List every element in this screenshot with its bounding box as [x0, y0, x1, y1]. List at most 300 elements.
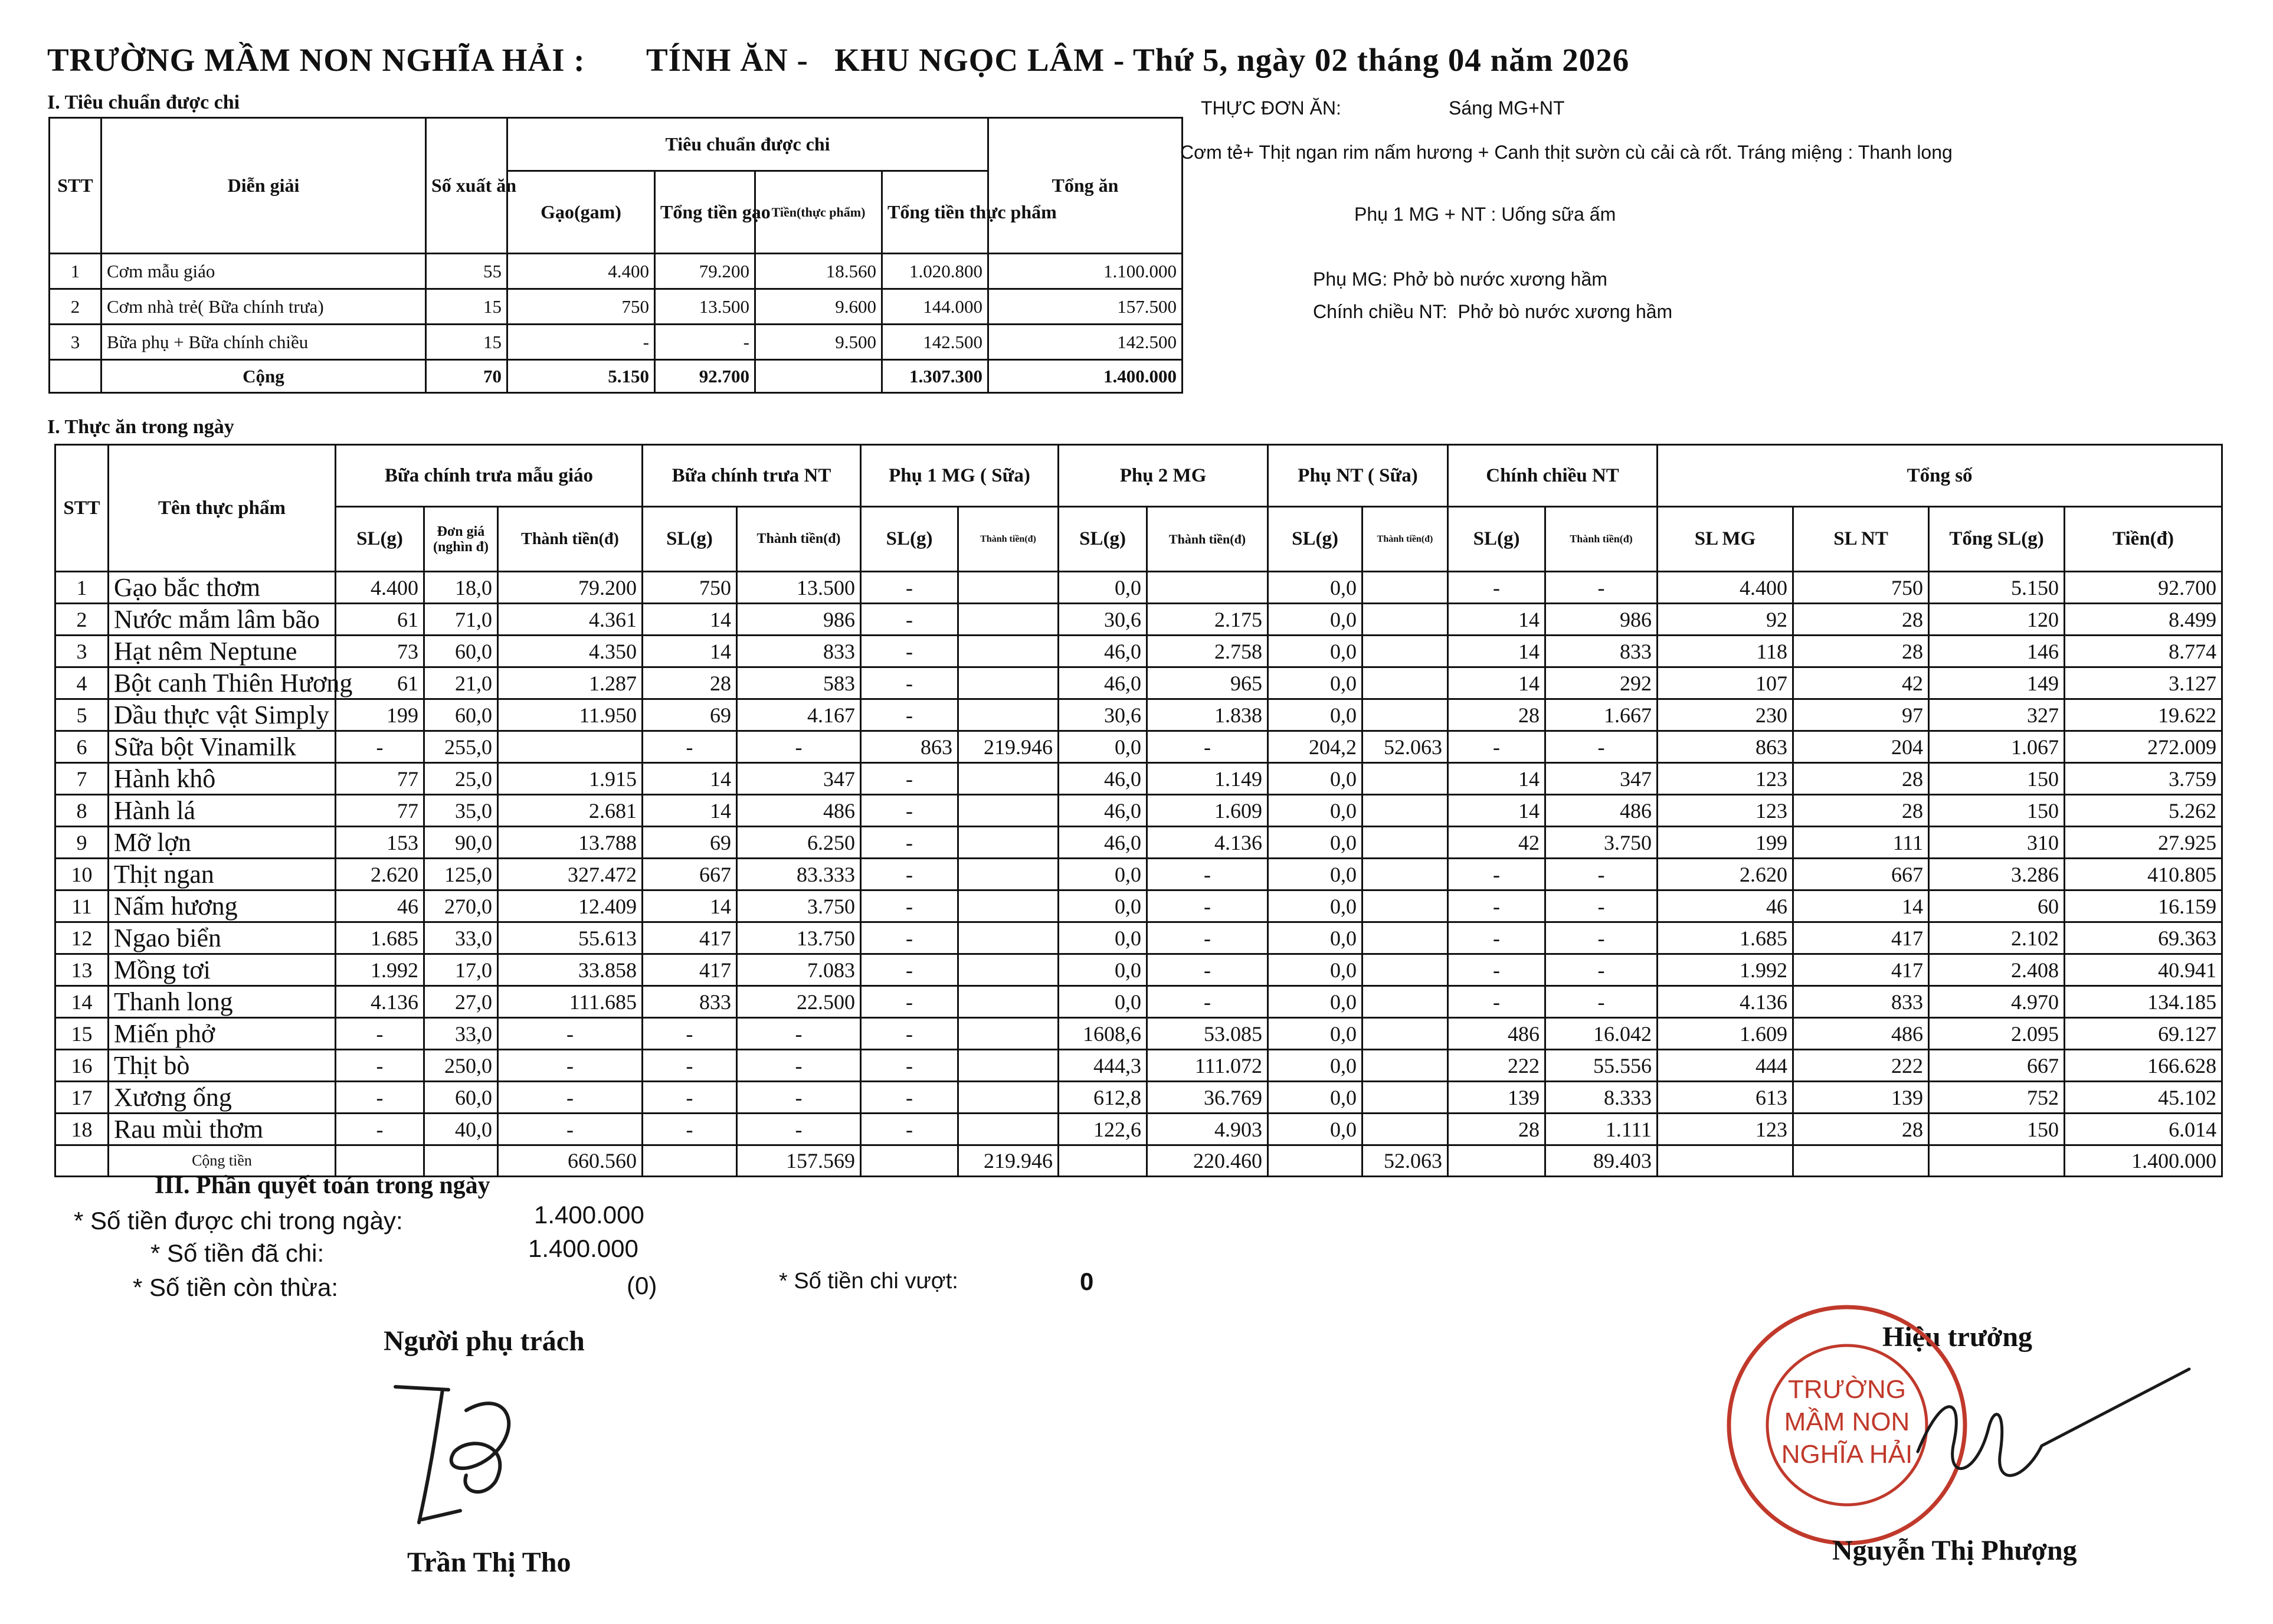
right-sign-title: Hiệu trưởng — [1882, 1321, 2033, 1353]
food-cell-tt-trua-mg: 79.200 — [498, 572, 643, 604]
food-cell-tt-trua-mg: 12.409 — [498, 890, 643, 922]
food-cell-tt-phu1 — [958, 1114, 1059, 1145]
food-cell-sl-nt: 417 — [1793, 954, 1929, 986]
food-cell-sl-trua-mg: 61 — [336, 604, 424, 636]
food-cell-sl-nt: 97 — [1793, 699, 1929, 731]
food-cell-sl-phu-nt: 0,0 — [1268, 572, 1363, 604]
food-cell-sl-nt: 28 — [1793, 763, 1929, 795]
food-cell-sl-nt: 204 — [1793, 731, 1929, 763]
food-cell-sl-phu-nt: 0,0 — [1268, 795, 1363, 827]
t2-total-tien: 1.400.000 — [2065, 1145, 2222, 1177]
t2-total-empty — [1658, 1145, 1793, 1177]
budget-cell-gao: 4.400 — [507, 254, 655, 289]
col2-group-tong-so: Tổng số — [1658, 445, 2222, 507]
food-cell-don-gia: 25,0 — [424, 763, 498, 795]
food-cell-tt-trua-mg: 2.681 — [498, 795, 643, 827]
col-tong-an: Tổng ăn — [988, 118, 1183, 254]
food-cell-tt-trua-nt: 83.333 — [737, 859, 861, 890]
food-cell-tt-phu-nt — [1363, 890, 1448, 922]
food-cell-tt-trua-mg: 327.472 — [498, 859, 643, 890]
food-cell-tt-chieu: - — [1545, 890, 1658, 922]
food-cell-tt-trua-nt: 833 — [737, 636, 861, 667]
budget-cell-gao: - — [507, 325, 655, 360]
food-row — [55, 763, 2222, 795]
food-cell-sl-phu1: - — [861, 986, 958, 1018]
food-cell-tt-phu1 — [958, 572, 1059, 604]
food-cell-tt-trua-nt: 583 — [737, 667, 861, 699]
food-row — [55, 954, 2222, 986]
food-cell-stt: 18 — [55, 1114, 109, 1145]
food-cell-tien: 19.622 — [2065, 699, 2222, 731]
food-cell-tong-sl: 146 — [1929, 636, 2065, 667]
food-cell-sl-trua-nt: 667 — [643, 859, 737, 890]
food-cell-tt-phu1 — [958, 1082, 1059, 1114]
food-cell-sl-nt: 486 — [1793, 1018, 1929, 1050]
food-cell-sl-mg: 118 — [1658, 636, 1793, 667]
total-so: 70 — [426, 360, 507, 393]
food-cell-sl-trua-mg: 199 — [336, 699, 424, 731]
food-cell-tt-chieu: 486 — [1545, 795, 1658, 827]
food-cell-tien: 16.159 — [2065, 890, 2222, 922]
section1-title: I. Tiêu chuẩn được chi — [47, 91, 240, 113]
food-cell-sl-chieu: - — [1448, 954, 1545, 986]
t2-total-g4: 220.460 — [1147, 1145, 1268, 1177]
col-stt: STT — [50, 118, 101, 254]
food-cell-sl-trua-mg: 2.620 — [336, 859, 424, 890]
budget-cell-tong_tp: 142.500 — [882, 325, 988, 360]
food-cell-sl-trua-mg: 1.992 — [336, 954, 424, 986]
left-sign-name: Trần Thị Tho — [407, 1547, 571, 1578]
food-cell-tt-trua-nt: - — [737, 1082, 861, 1114]
food-cell-tt-chieu: - — [1545, 986, 1658, 1018]
food-cell-tt-phu-nt — [1363, 827, 1448, 859]
food-cell-ten: Dầu thực vật Simply — [109, 699, 336, 731]
food-cell-sl-phu2: 0,0 — [1059, 731, 1147, 763]
food-cell-sl-chieu: 14 — [1448, 667, 1545, 699]
col-tong-tien-thuc-pham: Tổng tiền thực phẩm — [882, 171, 988, 254]
food-cell-tt-phu-nt — [1363, 1050, 1448, 1082]
food-cell-tong-sl: 149 — [1929, 667, 2065, 699]
menu-line1: Cơm tẻ+ Thịt ngan rim nấm hương + Canh thịt sườn cù cải cà rốt. Tráng miệng : Thanh long — [1180, 142, 1953, 163]
food-cell-sl-trua-nt: - — [643, 1114, 737, 1145]
food-cell-sl-trua-mg: 1.685 — [336, 922, 424, 954]
food-cell-tt-chieu: - — [1545, 572, 1658, 604]
food-cell-tt-chieu: 3.750 — [1545, 827, 1658, 859]
menu-line4: Chính chiều NT: Phở bò nước xương hầm — [1313, 301, 1673, 322]
total-tien-tp — [755, 360, 882, 393]
food-cell-sl-trua-nt: 750 — [643, 572, 737, 604]
food-cell-tt-trua-mg: - — [498, 1114, 643, 1145]
food-cell-tt-trua-nt: 13.500 — [737, 572, 861, 604]
t2-total-empty — [1793, 1145, 1929, 1177]
food-cell-sl-phu1: - — [861, 699, 958, 731]
food-cell-tt-trua-nt: - — [737, 1050, 861, 1082]
food-cell-tt-phu-nt — [1363, 699, 1448, 731]
food-row — [55, 1082, 2222, 1114]
col2-thanh-tien: Thành tiền(đ) — [1363, 507, 1448, 572]
section3-title: III. Phần quyết toán trong ngày — [155, 1172, 490, 1199]
food-cell-tt-phu1 — [958, 1018, 1059, 1050]
col-group-tieu-chuan: Tiêu chuẩn được chi — [507, 118, 988, 171]
food-cell-sl-phu2: 30,6 — [1059, 604, 1147, 636]
food-cell-sl-phu2: 612,8 — [1059, 1082, 1147, 1114]
t2-total-g6: 89.403 — [1545, 1145, 1658, 1177]
budget-cell-tong_tp: 144.000 — [882, 289, 988, 325]
food-row — [55, 667, 2222, 699]
food-cell-tt-phu-nt — [1363, 795, 1448, 827]
food-cell-sl-phu1: - — [861, 827, 958, 859]
stamp-text-3: NGHĨA HẢI — [1781, 1440, 1913, 1469]
food-cell-tt-phu2: 2.758 — [1147, 636, 1268, 667]
food-cell-sl-phu-nt: 0,0 — [1268, 636, 1363, 667]
budget-cell-so: 55 — [426, 254, 507, 289]
food-cell-tong-sl: 150 — [1929, 795, 2065, 827]
menu-line2: Phụ 1 MG + NT : Uống sữa ấm — [1354, 204, 1616, 225]
food-cell-don-gia: 33,0 — [424, 922, 498, 954]
food-cell-sl-trua-nt: 69 — [643, 699, 737, 731]
col2-group-trua-mg: Bữa chính trưa mẫu giáo — [336, 445, 643, 507]
t2-total-g5: 52.063 — [1363, 1145, 1448, 1177]
food-cell-tt-phu-nt — [1363, 1082, 1448, 1114]
food-cell-tt-chieu: 292 — [1545, 667, 1658, 699]
food-cell-sl-trua-mg: - — [336, 1018, 424, 1050]
food-cell-tien: 134.185 — [2065, 986, 2222, 1018]
col2-thanh-tien: Thành tiền(đ) — [498, 507, 643, 572]
food-cell-tt-phu-nt — [1363, 1114, 1448, 1145]
food-cell-tien: 45.102 — [2065, 1082, 2222, 1114]
budget-cell-tien_tp: 18.560 — [755, 254, 882, 289]
chi-vuot-value: 0 — [1080, 1268, 1094, 1295]
food-cell-tt-trua-mg: - — [498, 1018, 643, 1050]
food-cell-tt-phu2: 2.175 — [1147, 604, 1268, 636]
food-cell-sl-mg: 613 — [1658, 1082, 1793, 1114]
food-cell-tt-phu1 — [958, 859, 1059, 890]
food-cell-sl-phu2: 46,0 — [1059, 827, 1147, 859]
food-cell-sl-phu-nt: 0,0 — [1268, 859, 1363, 890]
food-cell-don-gia: 33,0 — [424, 1018, 498, 1050]
food-cell-sl-trua-nt: 28 — [643, 667, 737, 699]
food-cell-tt-trua-nt: 347 — [737, 763, 861, 795]
section2-title: I. Thực ăn trong ngày — [47, 416, 234, 438]
col2-group-phu-nt: Phụ NT ( Sữa) — [1268, 445, 1448, 507]
food-cell-tt-phu2 — [1147, 572, 1268, 604]
food-cell-ten: Gạo bắc thơm — [109, 572, 336, 604]
food-cell-tt-phu1 — [958, 795, 1059, 827]
food-cell-sl-chieu: 222 — [1448, 1050, 1545, 1082]
col2-group-chieu-nt: Chính chiều NT — [1448, 445, 1658, 507]
food-cell-tt-phu-nt — [1363, 667, 1448, 699]
menu-label: THỰC ĐƠN ĂN: — [1201, 97, 1341, 119]
t2-total-g2: 157.569 — [737, 1145, 861, 1177]
budget-row — [50, 254, 1183, 289]
food-cell-sl-trua-mg: 77 — [336, 795, 424, 827]
food-cell-stt: 8 — [55, 795, 109, 827]
food-cell-tt-trua-nt: 4.167 — [737, 699, 861, 731]
food-cell-sl-phu2: 0,0 — [1059, 859, 1147, 890]
food-cell-tong-sl: 2.102 — [1929, 922, 2065, 954]
food-cell-sl-phu-nt: 0,0 — [1268, 827, 1363, 859]
food-cell-sl-chieu: 28 — [1448, 1114, 1545, 1145]
food-cell-sl-phu-nt: 0,0 — [1268, 1114, 1363, 1145]
food-cell-sl-phu-nt: 0,0 — [1268, 1050, 1363, 1082]
food-cell-tt-phu1 — [958, 636, 1059, 667]
budget-cell-tong: 142.500 — [988, 325, 1183, 360]
food-cell-sl-phu-nt: 204,2 — [1268, 731, 1363, 763]
food-cell-sl-phu1: - — [861, 572, 958, 604]
food-cell-tt-phu-nt: 52.063 — [1363, 731, 1448, 763]
food-table — [54, 444, 2223, 1177]
food-cell-tt-phu1 — [958, 954, 1059, 986]
menu-line3: Phụ MG: Phở bò nước xương hầm — [1313, 269, 1607, 290]
right-sign-name: Nguyễn Thị Phượng — [1832, 1535, 2077, 1566]
food-cell-sl-phu2: 0,0 — [1059, 986, 1147, 1018]
food-cell-tt-trua-mg: 13.788 — [498, 827, 643, 859]
food-cell-tt-phu1: 219.946 — [958, 731, 1059, 763]
food-cell-tt-phu2: 36.769 — [1147, 1082, 1268, 1114]
food-cell-sl-phu-nt: 0,0 — [1268, 763, 1363, 795]
food-cell-sl-phu-nt: 0,0 — [1268, 954, 1363, 986]
food-cell-sl-phu-nt: 0,0 — [1268, 699, 1363, 731]
food-cell-tong-sl: 327 — [1929, 699, 2065, 731]
food-cell-tt-phu1 — [958, 1050, 1059, 1082]
total-stt — [50, 360, 101, 393]
food-cell-tong-sl: 4.970 — [1929, 986, 2065, 1018]
food-cell-sl-chieu: - — [1448, 572, 1545, 604]
food-cell-sl-chieu: 139 — [1448, 1082, 1545, 1114]
food-cell-tt-phu-nt — [1363, 922, 1448, 954]
food-cell-ten: Thịt ngan — [109, 859, 336, 890]
food-cell-tien: 5.262 — [2065, 795, 2222, 827]
food-cell-sl-nt: 667 — [1793, 859, 1929, 890]
food-cell-don-gia: 60,0 — [424, 636, 498, 667]
col2-don-gia: Đơn giá (nghìn đ) — [424, 507, 498, 572]
t2-total-g3: 219.946 — [958, 1145, 1059, 1177]
food-cell-sl-phu2: 444,3 — [1059, 1050, 1147, 1082]
food-cell-sl-nt: 28 — [1793, 795, 1929, 827]
col2-sl: SL(g) — [1448, 507, 1545, 572]
budget-row — [50, 325, 1183, 360]
food-cell-sl-mg: 92 — [1658, 604, 1793, 636]
food-cell-sl-chieu: 14 — [1448, 795, 1545, 827]
food-cell-sl-chieu: 42 — [1448, 827, 1545, 859]
food-cell-tien: 8.774 — [2065, 636, 2222, 667]
budget-cell-so: 15 — [426, 325, 507, 360]
food-cell-don-gia: 71,0 — [424, 604, 498, 636]
food-cell-sl-mg: 4.136 — [1658, 986, 1793, 1018]
food-cell-stt: 4 — [55, 667, 109, 699]
food-cell-tong-sl: 3.286 — [1929, 859, 2065, 890]
food-cell-stt: 15 — [55, 1018, 109, 1050]
food-cell-tt-phu2: - — [1147, 890, 1268, 922]
food-cell-sl-trua-mg: - — [336, 1082, 424, 1114]
food-cell-sl-trua-mg: - — [336, 731, 424, 763]
t2-total-empty — [861, 1145, 958, 1177]
food-cell-sl-phu2: 0,0 — [1059, 890, 1147, 922]
food-cell-tt-phu1 — [958, 986, 1059, 1018]
col-so-xuat-an: Số xuất ăn — [426, 118, 507, 254]
budget-cell-tong_tp: 1.020.800 — [882, 254, 988, 289]
food-cell-stt: 5 — [55, 699, 109, 731]
col2-sl: SL(g) — [336, 507, 424, 572]
left-signature — [378, 1375, 566, 1552]
food-cell-sl-phu1: - — [861, 604, 958, 636]
food-cell-sl-phu2: 1608,6 — [1059, 1018, 1147, 1050]
budget-cell-tien_tp: 9.500 — [755, 325, 882, 360]
food-cell-sl-phu2: 0,0 — [1059, 572, 1147, 604]
food-cell-tong-sl: 1.067 — [1929, 731, 2065, 763]
food-cell-ten: Bột canh Thiên Hương — [109, 667, 336, 699]
food-cell-tt-trua-nt: 13.750 — [737, 922, 861, 954]
budget-cell-stt: 3 — [50, 325, 101, 360]
food-cell-ten: Thanh long — [109, 986, 336, 1018]
food-cell-sl-chieu: - — [1448, 731, 1545, 763]
food-cell-don-gia: 35,0 — [424, 795, 498, 827]
food-cell-sl-mg: 123 — [1658, 763, 1793, 795]
food-cell-sl-trua-nt: 417 — [643, 922, 737, 954]
food-cell-tt-chieu: - — [1545, 922, 1658, 954]
food-cell-sl-trua-nt: - — [643, 1082, 737, 1114]
food-cell-stt: 11 — [55, 890, 109, 922]
food-cell-sl-trua-nt: 14 — [643, 604, 737, 636]
col2-stt: STT — [55, 445, 109, 572]
food-cell-sl-phu2: 0,0 — [1059, 922, 1147, 954]
food-cell-tong-sl: 310 — [1929, 827, 2065, 859]
food-cell-tien: 166.628 — [2065, 1050, 2222, 1082]
budget-cell-tien_gao: 13.500 — [655, 289, 755, 325]
food-cell-tong-sl: 5.150 — [1929, 572, 2065, 604]
chi-vuot-label: * Số tiền chi vượt: — [779, 1269, 958, 1294]
page-title: TÍNH ĂN - KHU NGỌC LÂM - Thứ 5, ngày 02 tháng 04 năm 2026 — [646, 42, 1630, 78]
food-cell-sl-chieu: 14 — [1448, 636, 1545, 667]
food-cell-tt-trua-nt: 7.083 — [737, 954, 861, 986]
food-cell-tt-chieu: - — [1545, 731, 1658, 763]
col2-sl: SL(g) — [1268, 507, 1363, 572]
con-thua-value: (0) — [627, 1272, 657, 1299]
food-cell-tt-phu2: - — [1147, 954, 1268, 986]
food-cell-sl-phu1: - — [861, 1114, 958, 1145]
food-cell-stt: 7 — [55, 763, 109, 795]
food-cell-stt: 9 — [55, 827, 109, 859]
t2-total-empty — [1448, 1145, 1545, 1177]
food-cell-tt-phu1 — [958, 604, 1059, 636]
food-cell-sl-trua-nt: - — [643, 1018, 737, 1050]
food-cell-tt-chieu: 16.042 — [1545, 1018, 1658, 1050]
food-cell-tt-phu1 — [958, 667, 1059, 699]
budget-cell-tien_tp: 9.600 — [755, 289, 882, 325]
food-cell-sl-phu-nt: 0,0 — [1268, 922, 1363, 954]
total-tong-tp: 1.307.300 — [882, 360, 988, 393]
food-cell-tien: 272.009 — [2065, 731, 2222, 763]
food-cell-don-gia: 60,0 — [424, 699, 498, 731]
food-cell-sl-nt: 111 — [1793, 827, 1929, 859]
food-cell-tt-phu2: 965 — [1147, 667, 1268, 699]
col2-ten: Tên thực phẩm — [109, 445, 336, 572]
food-cell-sl-nt: 222 — [1793, 1050, 1929, 1082]
col2-thanh-tien: Thành tiền(đ) — [958, 507, 1059, 572]
budget-cell-tien_gao: 79.200 — [655, 254, 755, 289]
food-cell-ten: Nước mắm lâm bão — [109, 604, 336, 636]
food-cell-tt-phu-nt — [1363, 763, 1448, 795]
total-gao: 5.150 — [507, 360, 655, 393]
food-cell-sl-nt: 42 — [1793, 667, 1929, 699]
food-cell-sl-mg: 123 — [1658, 795, 1793, 827]
food-cell-sl-mg: 123 — [1658, 1114, 1793, 1145]
food-cell-tt-phu2: 111.072 — [1147, 1050, 1268, 1082]
food-cell-sl-chieu: - — [1448, 986, 1545, 1018]
food-cell-sl-trua-mg: 73 — [336, 636, 424, 667]
food-cell-tt-trua-mg: - — [498, 1050, 643, 1082]
food-row — [55, 1050, 2222, 1082]
food-cell-ten: Sữa bột Vinamilk — [109, 731, 336, 763]
food-cell-ten: Thịt bò — [109, 1050, 336, 1082]
food-cell-tt-phu-nt — [1363, 859, 1448, 890]
food-row — [55, 572, 2222, 604]
food-cell-ten: Nấm hương — [109, 890, 336, 922]
food-cell-tt-phu2: 1.149 — [1147, 763, 1268, 795]
menu-meal: Sáng MG+NT — [1449, 97, 1565, 119]
food-cell-sl-trua-mg: 77 — [336, 763, 424, 795]
t2-total-stt — [55, 1145, 109, 1177]
food-cell-sl-nt: 750 — [1793, 572, 1929, 604]
food-cell-sl-nt: 417 — [1793, 922, 1929, 954]
food-cell-tt-trua-mg: 4.361 — [498, 604, 643, 636]
food-cell-tt-chieu: - — [1545, 859, 1658, 890]
food-cell-don-gia: 270,0 — [424, 890, 498, 922]
col-tien-thuc-pham: Tiền(thực phẩm) — [755, 171, 882, 254]
food-cell-sl-trua-mg: 4.136 — [336, 986, 424, 1018]
food-cell-tt-trua-nt: 986 — [737, 604, 861, 636]
food-cell-tien: 69.363 — [2065, 922, 2222, 954]
food-cell-stt: 14 — [55, 986, 109, 1018]
food-cell-don-gia: 21,0 — [424, 667, 498, 699]
total-label: Cộng — [101, 360, 426, 393]
food-cell-don-gia: 27,0 — [424, 986, 498, 1018]
food-cell-sl-trua-nt: 14 — [643, 795, 737, 827]
food-cell-sl-nt: 28 — [1793, 636, 1929, 667]
budget-table — [48, 117, 1183, 394]
food-cell-tien: 40.941 — [2065, 954, 2222, 986]
food-cell-sl-trua-mg: 153 — [336, 827, 424, 859]
food-cell-ten: Mồng tơi — [109, 954, 336, 986]
food-cell-tien: 8.499 — [2065, 604, 2222, 636]
food-cell-sl-mg: 199 — [1658, 827, 1793, 859]
food-cell-sl-trua-nt: 417 — [643, 954, 737, 986]
food-cell-sl-chieu: 14 — [1448, 604, 1545, 636]
food-cell-don-gia: 250,0 — [424, 1050, 498, 1082]
food-cell-sl-trua-mg: - — [336, 1050, 424, 1082]
t2-total-g1: 660.560 — [498, 1145, 643, 1177]
col2-thanh-tien: Thành tiền(đ) — [737, 507, 861, 572]
food-cell-tien: 6.014 — [2065, 1114, 2222, 1145]
food-cell-stt: 2 — [55, 604, 109, 636]
food-row — [55, 922, 2222, 954]
food-cell-sl-mg: 46 — [1658, 890, 1793, 922]
food-cell-tt-chieu: 833 — [1545, 636, 1658, 667]
food-cell-sl-trua-mg: 4.400 — [336, 572, 424, 604]
food-cell-tt-chieu: - — [1545, 954, 1658, 986]
budget-row — [50, 289, 1183, 325]
food-cell-sl-chieu: - — [1448, 859, 1545, 890]
right-signature — [1906, 1357, 2201, 1505]
food-cell-sl-phu2: 46,0 — [1059, 667, 1147, 699]
food-cell-sl-trua-nt: 833 — [643, 986, 737, 1018]
food-cell-sl-phu2: 30,6 — [1059, 699, 1147, 731]
con-thua-label: * Số tiền còn thừa: — [133, 1273, 338, 1301]
food-cell-tt-chieu: 986 — [1545, 604, 1658, 636]
food-cell-stt: 10 — [55, 859, 109, 890]
food-cell-don-gia: 60,0 — [424, 1082, 498, 1114]
food-cell-ten: Hạt nêm Neptune — [109, 636, 336, 667]
